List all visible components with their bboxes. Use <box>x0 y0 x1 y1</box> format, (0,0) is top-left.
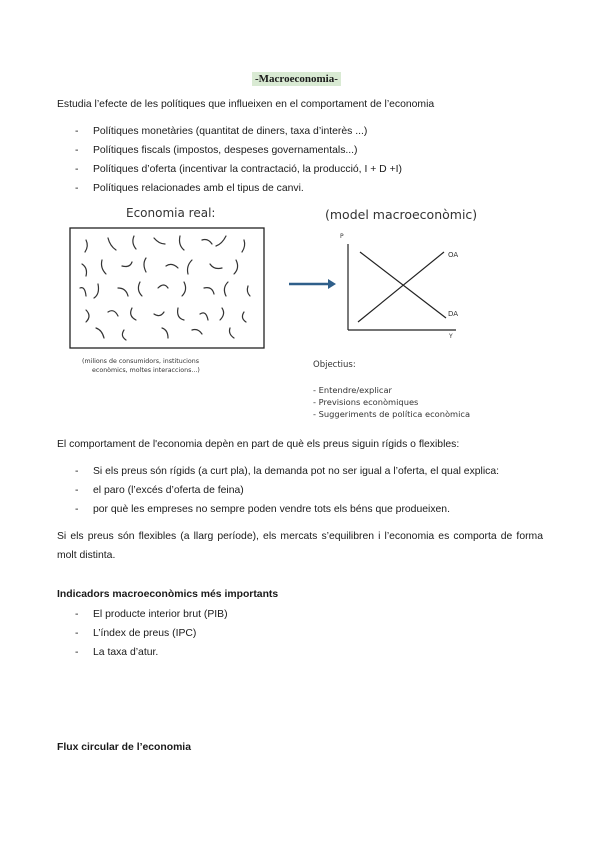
policy-item: Polítiques fiscals (impostos, despeses governamentals...) <box>93 145 358 156</box>
curve-da-label: DA <box>448 310 459 318</box>
policy-item: Polítiques monetàries (quantitat de diners, taxa d’interès ...) <box>93 126 368 137</box>
bullet-dash: - <box>75 466 79 477</box>
bullet-dash: - <box>75 609 79 620</box>
page-title: -Macroeconomia- <box>252 72 341 86</box>
bullet-dash: - <box>75 485 79 496</box>
bullet-dash: - <box>75 647 79 658</box>
rigid-point: el paro (l’excés d’oferta de feina) <box>93 485 244 496</box>
rigid-point: por què les empreses no sempre poden vendre tots els béns que produeixen. <box>93 504 450 515</box>
indicator-item: L’índex de preus (IPC) <box>93 628 197 639</box>
objective-item: - Previsions econòmiques <box>313 397 419 407</box>
supply-curve <box>358 252 444 322</box>
bullet-dash: - <box>75 628 79 639</box>
indicators-heading: Indicadors macroeconòmics més importants <box>57 589 279 600</box>
demand-curve <box>360 252 446 318</box>
axis-y-label: Y <box>449 333 453 340</box>
box-caption-1: (milions de consumidors, institucions <box>82 358 200 365</box>
intro-text: Estudia l’efecte de les polítiques que influeixen en el comportament de l’economia <box>57 99 435 110</box>
indicator-item: El producte interior brut (PIB) <box>93 609 228 620</box>
box-caption-2: econòmics, moltes interaccions...) <box>92 367 200 374</box>
real-economy-label: Economia real: <box>126 206 216 220</box>
scribble-marks <box>80 236 250 340</box>
bullet-dash: - <box>75 504 79 515</box>
bullet-dash: - <box>75 145 79 156</box>
policy-item: Polítiques d’oferta (incentivar la contractació, la producció, I + D +I) <box>93 164 402 175</box>
diagram-graphics <box>60 222 560 357</box>
objective-item: - Entendre/explicar <box>313 385 392 395</box>
prices-intro: El comportament de l'economia depèn en part de què els preus siguin rígids o flexibles: <box>57 439 460 450</box>
curve-oa-label: OA <box>448 251 459 259</box>
circular-flow-heading: Flux circular de l’economia <box>57 742 191 753</box>
objectives-title: Objectius: <box>313 360 356 370</box>
policy-item: Polítiques relacionades amb el tipus de canvi. <box>93 183 304 194</box>
bullet-dash: - <box>75 183 79 194</box>
arrow-head <box>328 279 336 289</box>
bullet-dash: - <box>75 126 79 137</box>
rigid-point: Si els preus són rígids (a curt pla), la demanda pot no ser igual a l’oferta, el qual explica: <box>93 466 500 477</box>
flexible-paragraph: Si els preus són flexibles (a llarg període), els mercats s’equilibren i l’economia es comporta de forma molt distinta. <box>57 531 543 561</box>
model-label: (model macroeconòmic) <box>325 207 478 222</box>
indicator-item: La taxa d’atur. <box>93 647 159 658</box>
bullet-dash: - <box>75 164 79 175</box>
objective-item: - Suggeriments de política econòmica <box>313 409 471 419</box>
axis-p-label: P <box>340 233 344 240</box>
